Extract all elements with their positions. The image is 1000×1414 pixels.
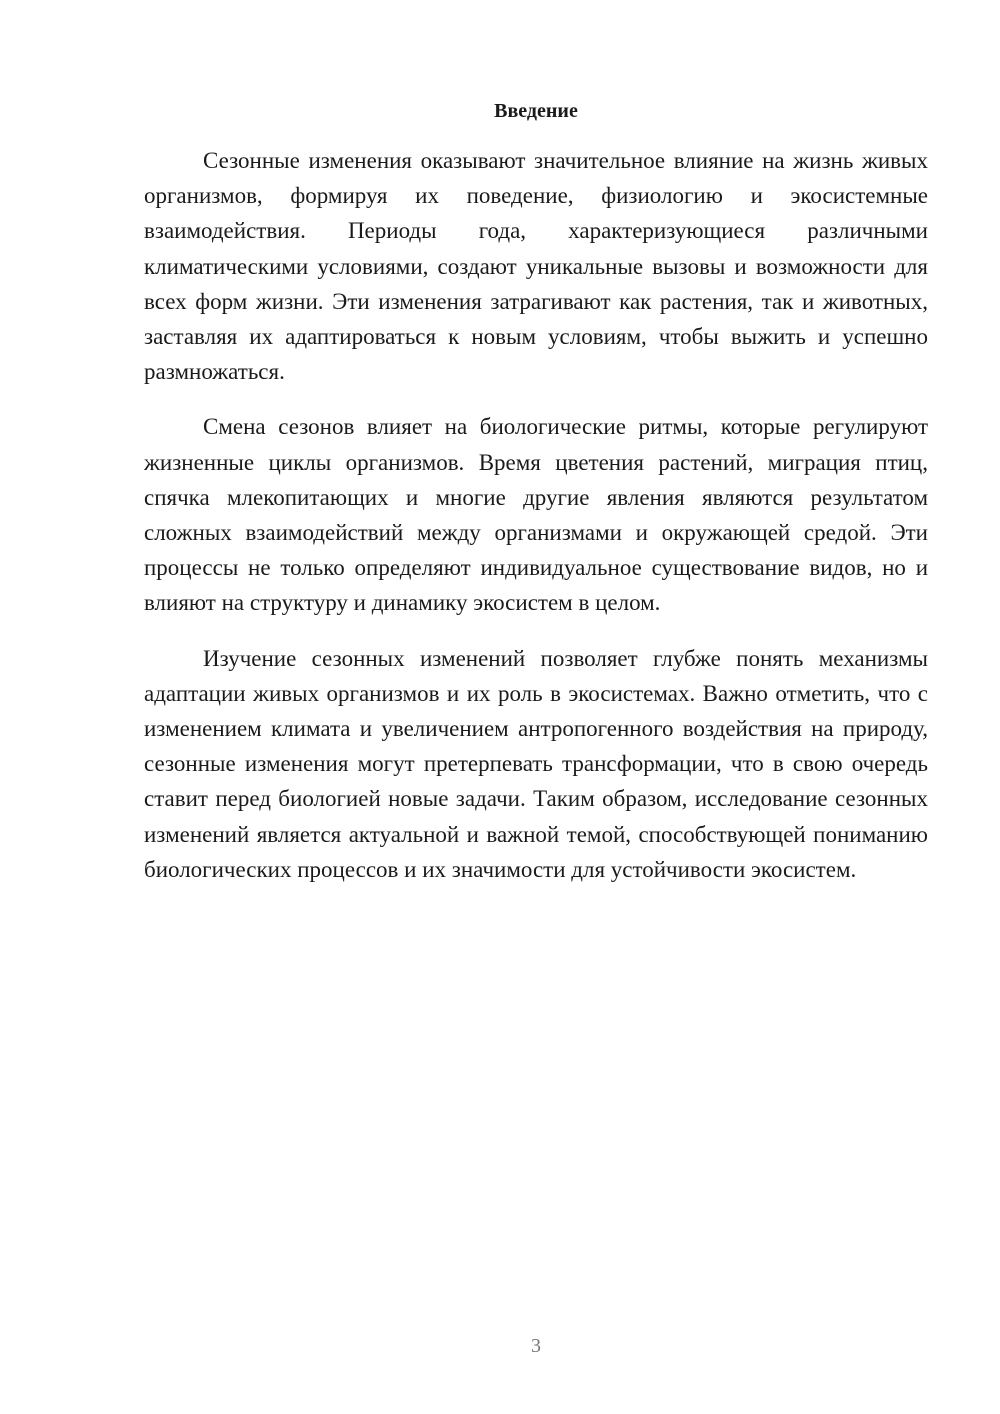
paragraph-1: Сезонные изменения оказывают значительное влияние на жизнь живых организмов, формируя их поведение, физиологию и экосистемные взаимодействия. Периоды года, характеризующиеся различными климатическими условиями, создают уникальные вызовы и возможности для всех форм жизни. Эти изменения затрагивают как растения, так и животных, заставляя их адаптироваться к новым условиям, чтобы выжить и успешно размножаться. [144,148,928,385]
paragraph-2: Смена сезонов влияет на биологические ритмы, которые регулируют жизненные циклы организмов. Время цветения растений, миграция птиц, спячка млекопитающих и многие другие явления являются результатом сложных взаимодействий между организмами и окружающей средой. Эти процессы не только определяют индивидуальное существование видов, но и влияют на структуру и динамику экосистем в целом. [144,414,928,616]
paragraph-3: Изучение сезонных изменений позволяет глубже понять механизмы адаптации живых организмов и их роль в экосистемах. Важно отметить, что с изменением климата и увеличением антропогенного воздействия на природу, сезонные изменения могут претерпевать трансформации, что в свою очередь ставит перед биологией новые задачи. Таким образом, исследование сезонных изменений является актуальной и важной темой, способствующей пониманию биологических процессов и их значимости для устойчивости экосистем. [144,645,928,882]
body-text [144,143,928,907]
page-number: 3 [531,1335,541,1357]
section-heading: Введение [494,100,578,122]
